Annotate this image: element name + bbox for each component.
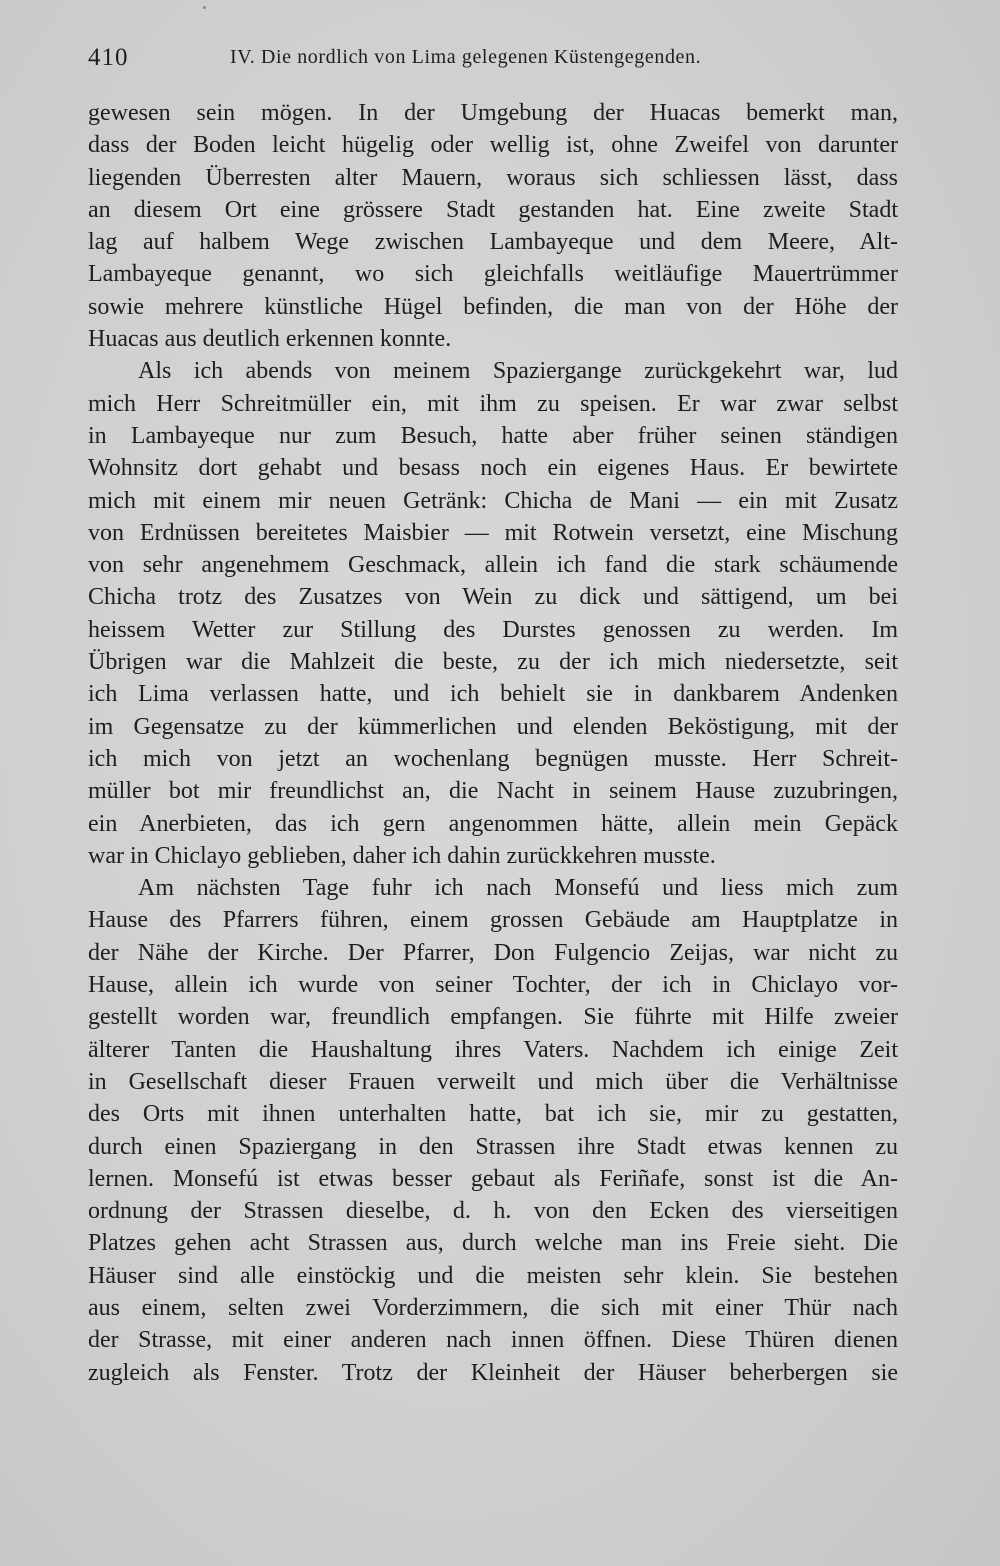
- text-line: mich Herr Schreitmüller ein, mit ihm zu speisen. Er war zwar selbst: [88, 390, 898, 417]
- text-line: sowie mehrere künstliche Hügel befinden, die man von der Höhe der: [88, 293, 898, 320]
- text-line: im Gegensatze zu der kümmerlichen und elenden Beköstigung, mit der: [88, 713, 898, 740]
- text-line: in Gesellschaft dieser Frauen verweilt und mich über die Verhältnisse: [88, 1068, 898, 1095]
- text-line: von sehr angenehmem Geschmack, allein ich fand die stark schäumende: [88, 552, 898, 579]
- text-line: Lambayeque genannt, wo sich gleichfalls weitläufige Mauertrümmer: [88, 261, 898, 288]
- page-number: 410: [88, 44, 129, 71]
- text-line: Häuser sind alle einstöckig und die meisten sehr klein. Sie bestehen: [88, 1262, 898, 1289]
- text-line: Als ich abends von meinem Spaziergange zurückgekehrt war, lud: [138, 358, 898, 385]
- text-line: ein Anerbieten, das ich gern angenommen hätte, allein mein Gepäck: [88, 810, 898, 837]
- text-line: des Orts mit ihnen unterhalten hatte, bat ich sie, mir zu gestatten,: [88, 1101, 898, 1128]
- paper-speck: [203, 6, 206, 9]
- text-line: an diesem Ort eine grössere Stadt gestanden hat. Eine zweite Stadt: [88, 196, 898, 223]
- text-line: Hause des Pfarrers führen, einem grossen Gebäude am Hauptplatze in: [88, 907, 898, 934]
- text-line: mich mit einem mir neuen Getränk: Chicha de Mani — ein mit Zusatz: [88, 487, 898, 514]
- text-line: gewesen sein mögen. In der Umgebung der Huacas bemerkt man,: [88, 100, 898, 126]
- text-line: Am nächsten Tage fuhr ich nach Monsefú und liess mich zum: [138, 875, 898, 902]
- text-line: der Nähe der Kirche. Der Pfarrer, Don Fulgencio Zeijas, war nicht zu: [88, 939, 898, 966]
- text-line: lag auf halbem Wege zwischen Lambayeque und dem Meere, Alt-: [88, 229, 898, 256]
- text-line: war in Chiclayo geblieben, daher ich dahin zurückkehren musste.: [88, 842, 716, 869]
- text-line: ich Lima verlassen hatte, und ich behielt sie in dankbarem Andenken: [88, 681, 898, 708]
- text-line: Chicha trotz des Zusatzes von Wein zu dick und sättigend, um bei: [88, 584, 898, 611]
- body-text: [88, 97, 898, 1389]
- text-line: der Strasse, mit einer anderen nach innen öffnen. Diese Thüren dienen: [88, 1327, 898, 1354]
- text-line: Huacas aus deutlich erkennen konnte.: [88, 326, 452, 353]
- text-line: ordnung der Strassen dieselbe, d. h. von den Ecken des vierseitigen: [88, 1198, 898, 1225]
- text-line: von Erdnüssen bereitetes Maisbier — mit Rotwein versetzt, eine Mischung: [88, 519, 898, 546]
- text-line: ich mich von jetzt an wochenlang begnügen musste. Herr Schreit-: [88, 745, 898, 772]
- text-line: Platzes gehen acht Strassen aus, durch welche man ins Freie sieht. Die: [88, 1230, 898, 1257]
- text-line: müller bot mir freundlichst an, die Nacht in seinem Hause zuzubringen,: [88, 778, 898, 805]
- text-line: zugleich als Fenster. Trotz der Kleinheit der Häuser beherbergen sie: [88, 1359, 898, 1386]
- text-line: aus einem, selten zwei Vorderzimmern, die sich mit einer Thür nach: [88, 1294, 898, 1321]
- text-line: lernen. Monsefú ist etwas besser gebaut als Feriñafe, sonst ist die An-: [88, 1165, 898, 1192]
- text-line: Wohnsitz dort gehabt und besass noch ein eigenes Haus. Er bewirtete: [88, 455, 898, 482]
- text-line: Hause, allein ich wurde von seiner Tochter, der ich in Chiclayo vor-: [88, 972, 898, 999]
- text-line: durch einen Spaziergang in den Strassen ihre Stadt etwas kennen zu: [88, 1133, 898, 1160]
- text-line: heissem Wetter zur Stillung des Durstes genossen zu werden. Im: [88, 616, 898, 643]
- page-header: [88, 44, 898, 84]
- text-line: älterer Tanten die Haushaltung ihres Vaters. Nachdem ich einige Zeit: [88, 1036, 898, 1063]
- text-line: dass der Boden leicht hügelig oder wellig ist, ohne Zweifel von darunter: [88, 132, 898, 159]
- text-line: liegenden Überresten alter Mauern, woraus sich schliessen lässt, dass: [88, 164, 898, 191]
- text-line: Übrigen war die Mahlzeit die beste, zu der ich mich niedersetzte, seit: [88, 649, 898, 676]
- running-head: IV. Die nordlich von Lima gelegenen Küstengegenden.: [230, 46, 702, 68]
- text-line: gestellt worden war, freundlich empfangen. Sie führte mit Hilfe zweier: [88, 1004, 898, 1031]
- text-line: in Lambayeque nur zum Besuch, hatte aber früher seinen ständigen: [88, 422, 898, 449]
